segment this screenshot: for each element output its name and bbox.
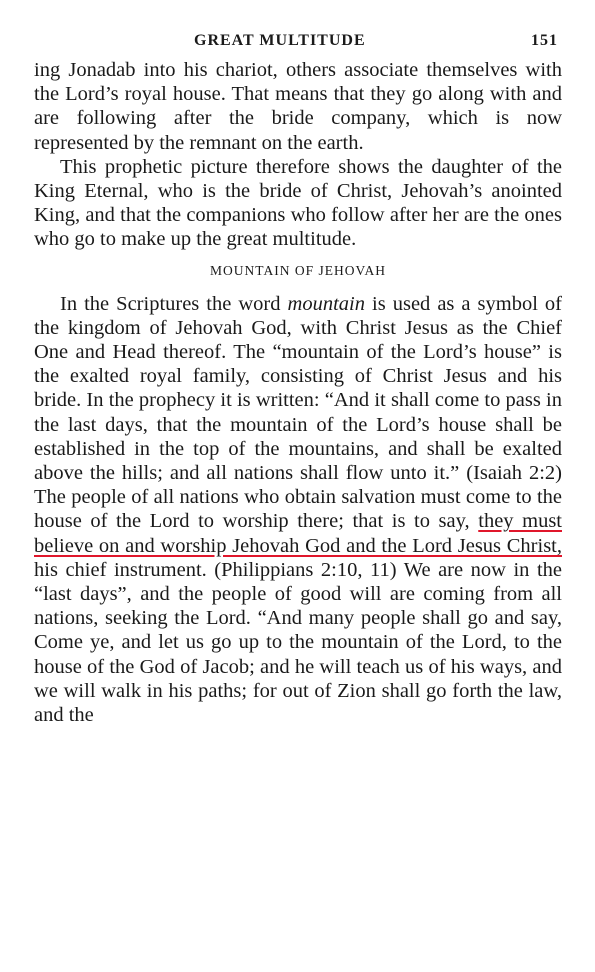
paragraph-prophetic-picture: This prophetic picture therefore shows the daughter of the King Eternal, who is the bride of Christ, Jehovah’s anointed King, and that the companions who follow after her are the ones who go to make up the great multitude. [34, 155, 562, 251]
running-header [34, 28, 562, 58]
text-run: In the Scriptures the word [60, 292, 288, 315]
book-page [34, 28, 562, 727]
paragraph-mountain-of-jehovah [34, 292, 562, 728]
chapter-title: GREAT MULTITUDE [194, 32, 366, 49]
page-number: 151 [531, 32, 558, 49]
red-underlined-passage: they must believe on and worship Jehovah God and the Lord Jesus Christ, [34, 510, 562, 557]
section-heading: MOUNTAIN OF JEHOVAH [210, 262, 386, 278]
italic-word: mountain [287, 292, 365, 315]
paragraph-continuation: ing Jonadab into his chariot, others associate themselves with the Lord’s royal house. That means that they go along with and are following after the bride company, which is now represented by the remnant on the earth. [34, 59, 562, 154]
text-run: is used as a symbol of the kingdom of Jehovah God, with Christ Jesus as the Chief One and Head thereof. The “mountain of the Lord’s house” is the exalted royal family, consisting of Christ Jesus and his bride. In the prophecy it is written: “And it shall come to pass in the last days, that the mountain of the Lord’s house shall be established in the top of the mountains, and shall be exalted above the hills; and all nations shall flow unto it.” (Isaiah 2:2) The people of all nations who obtain salvation must come to the house of the Lord to worship there; that is to say, [34, 292, 563, 533]
text-run: his chief instrument. (Philippians 2:10, 11) We are now in the “last days”, and the people of good will are coming from all nations, seeking the Lord. “And many people shall go and say, Come ye, and let us go up to the mountain of the Lord, to the house of the God of Jacob; and he will teach us of his ways, and we will walk in his paths; for out of Zion shall go forth the law, and the [34, 558, 562, 727]
